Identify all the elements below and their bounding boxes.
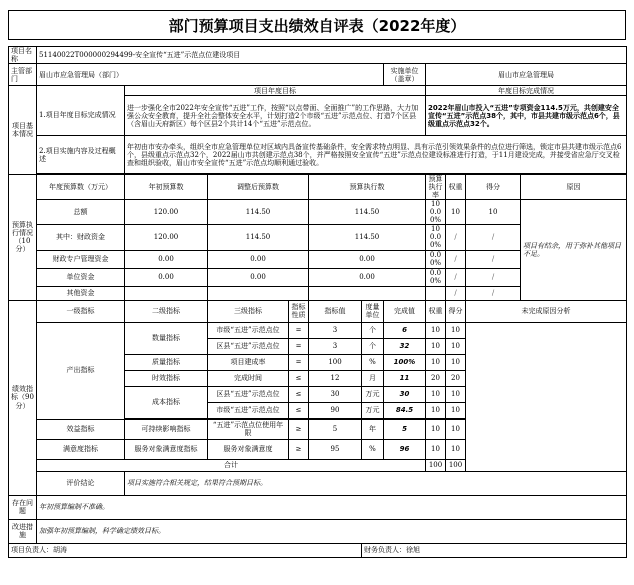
budget-header-reason: 原因 <box>521 175 627 200</box>
nature: = <box>289 354 309 370</box>
finance-lead-name: 徐旭 <box>406 545 420 554</box>
budget-executed: 0.00 <box>309 268 426 286</box>
level3: 市级“五进”示范点位 <box>208 402 289 418</box>
budget-rate: 100.00% <box>426 200 446 225</box>
perf-header-reason: 未完成原因分析 <box>466 300 627 322</box>
level3: 完成时间 <box>208 370 289 386</box>
budget-header-year: 年度预算数（万元） <box>37 175 125 200</box>
conclusion-label: 评价结论 <box>37 471 125 495</box>
budget-reason: 项目有结余，用于弥补其他项目不足。 <box>521 200 627 300</box>
done: 32 <box>384 338 426 354</box>
unit: 月 <box>362 370 384 386</box>
nature: ≤ <box>289 370 309 386</box>
budget-row-label: 总额 <box>37 200 125 225</box>
weight: 10 <box>426 354 446 370</box>
goal-label: 1.项目年度目标完成情况 <box>37 96 125 136</box>
weight: 10 <box>426 419 446 439</box>
page-title: 部门预算项目支出绩效自评表（2022年度） <box>8 10 626 40</box>
budget-row-label: 其中：财政资金 <box>37 225 125 250</box>
budget-score: 10 <box>466 200 521 225</box>
level1-output: 产出指标 <box>37 322 125 419</box>
unit: 万元 <box>362 386 384 402</box>
value: 100 <box>309 354 362 370</box>
project-lead <box>9 543 362 557</box>
weight: 20 <box>426 370 446 386</box>
budget-weight: / <box>446 268 466 286</box>
level3: “五进”示范点位使用年限 <box>208 419 289 439</box>
done: 100% <box>384 354 426 370</box>
budget-executed <box>309 286 426 300</box>
score: 10 <box>446 354 466 370</box>
unit: % <box>362 439 384 459</box>
budget-weight: / <box>446 286 466 300</box>
budget-adjusted: 114.50 <box>208 200 309 225</box>
score: 10 <box>446 386 466 402</box>
budget-header-weight: 权重 <box>446 175 466 200</box>
budget-initial: 120.00 <box>125 200 208 225</box>
unit: 年 <box>362 419 384 439</box>
total-weight: 100 <box>426 459 446 471</box>
project-name: 51140022T000000294499-安全宣传“五进”示范点位建设项目 <box>37 47 627 64</box>
level1-benefit: 效益指标 <box>37 419 125 439</box>
budget-header-score: 得分 <box>466 175 521 200</box>
level2-cost: 成本指标 <box>125 386 208 418</box>
department: 眉山市应急管理局（部门） <box>37 64 384 86</box>
budget-initial: 0.00 <box>125 250 208 268</box>
perf-header-nature: 指标性质 <box>289 300 309 322</box>
perf-header-level3: 三级指标 <box>208 300 289 322</box>
level2-sustainable: 可持续影响指标 <box>125 419 208 439</box>
score: 10 <box>446 419 466 439</box>
department-label: 主管部门 <box>9 64 37 86</box>
budget-row-label: 单位资金 <box>37 268 125 286</box>
annual-goal-header: 项目年度目标 <box>125 86 426 96</box>
perf-header-level1: 一级指标 <box>37 300 125 322</box>
perf-header-weight: 权重 <box>426 300 446 322</box>
finance-lead-label: 财务负责人： <box>364 545 406 554</box>
budget-initial <box>125 286 208 300</box>
goal-text: 进一步强化全市2022年安全宣传“五进”工作，按照“以点带面、全面推广”的工作思路，大力加强公众安全教育，提升全社会整体安全水平，计划打造2个市级“五进”示范点位、打造7个区县（含眉山天府新区）每个区县2个共计14个“五进”示范点位。 <box>125 96 426 136</box>
project-name-label: 项目名称 <box>9 47 37 64</box>
nature: ≤ <box>289 402 309 418</box>
reason-analysis <box>466 322 627 471</box>
score: 10 <box>446 402 466 418</box>
budget-rate: 0.00% <box>426 250 446 268</box>
done: 5 <box>384 419 426 439</box>
level3: 区县“五进”示范点位 <box>208 338 289 354</box>
implementing-unit-label: 实施单位（盖章） <box>384 64 426 86</box>
budget-header-adjusted: 调整后预算数 <box>208 175 309 200</box>
problem-label: 存在问题 <box>9 495 37 519</box>
budget-row <box>9 200 627 225</box>
total-label: 合计 <box>37 459 426 471</box>
value: 3 <box>309 338 362 354</box>
perf-header-score: 得分 <box>446 300 466 322</box>
level3: 市级“五进”示范点位 <box>208 322 289 338</box>
implementation-text: 年初由市安办牵头，组织全市应急管理单位对区域内具备宣传基础条件，安全需求特点明显、具有示范引领效果条件的点位进行筛选，锁定市县共建市级示范点6个，县级重点示范点32个，2022届山市共创建示范点38个，并严格按照安全宣传“五进”示范点位建设标准进行打造，于11月建设完成，并接受省应急厅交叉检查和组织验收，眉山市安全宣传“五进”示范点均顺利通过验收。 <box>125 136 627 174</box>
budget-adjusted: 114.50 <box>208 225 309 250</box>
budget-executed: 114.50 <box>309 225 426 250</box>
budget-rate <box>426 286 446 300</box>
unit: 个 <box>362 322 384 338</box>
problem: 年初预算编制不准确。 <box>37 495 627 519</box>
level2-quantity: 数量指标 <box>125 322 208 354</box>
budget-weight: / <box>446 250 466 268</box>
level2-service-satisfaction: 服务对象满意度指标 <box>125 439 208 459</box>
budget-adjusted <box>208 286 309 300</box>
score: 10 <box>446 322 466 338</box>
nature: ≥ <box>289 439 309 459</box>
budget-score: / <box>466 268 521 286</box>
done: 6 <box>384 322 426 338</box>
unit: 万元 <box>362 402 384 418</box>
score: 10 <box>446 338 466 354</box>
perf-header-done: 完成值 <box>384 300 426 322</box>
budget-score: / <box>466 250 521 268</box>
value: 3 <box>309 322 362 338</box>
project-lead-name: 胡涛 <box>53 545 67 554</box>
implementation-label: 2.项目实施内容及过程概述 <box>37 136 125 174</box>
budget-weight: / <box>446 225 466 250</box>
budget-header-rate: 预算执行率 <box>426 175 446 200</box>
level3: 服务对象满意度 <box>208 439 289 459</box>
weight: 10 <box>426 402 446 418</box>
nature: = <box>289 338 309 354</box>
completion-header: 年度目标完成情况 <box>426 86 627 96</box>
value: 5 <box>309 419 362 439</box>
basic-section-label: 项目基本情况 <box>9 86 37 175</box>
budget-row-label: 财政专户管理资金 <box>37 250 125 268</box>
budget-executed: 0.00 <box>309 250 426 268</box>
weight: 10 <box>426 338 446 354</box>
perf-header-level2: 二级指标 <box>125 300 208 322</box>
budget-section-label: 预算执行情况（10分） <box>9 175 37 300</box>
done: 84.5 <box>384 402 426 418</box>
measure-label: 改进措施 <box>9 519 37 543</box>
weight: 10 <box>426 386 446 402</box>
budget-header-initial: 年初预算数 <box>125 175 208 200</box>
value: 30 <box>309 386 362 402</box>
level3: 项目建成率 <box>208 354 289 370</box>
conclusion: 项目实施符合相关规定，结果符合预期目标。 <box>125 471 627 495</box>
budget-adjusted: 0.00 <box>208 250 309 268</box>
evaluation-table <box>8 46 627 558</box>
performance-section-label: 绩效指标（90分） <box>9 300 37 495</box>
finance-lead <box>362 543 627 557</box>
done: 30 <box>384 386 426 402</box>
done: 11 <box>384 370 426 386</box>
score: 10 <box>446 439 466 459</box>
value: 95 <box>309 439 362 459</box>
score: 20 <box>446 370 466 386</box>
measure: 加强年初预算编制，科学确定绩效目标。 <box>37 519 627 543</box>
budget-rate: 100.00% <box>426 225 446 250</box>
budget-row-label: 其他资金 <box>37 286 125 300</box>
perf-header-unit: 度量单位 <box>362 300 384 322</box>
nature: ≤ <box>289 386 309 402</box>
level1-satisfaction: 满意度指标 <box>37 439 125 459</box>
basic-header-spacer <box>37 86 125 96</box>
value: 90 <box>309 402 362 418</box>
weight: 10 <box>426 439 446 459</box>
budget-weight: 10 <box>446 200 466 225</box>
indicator-row <box>9 322 627 338</box>
weight: 10 <box>426 322 446 338</box>
budget-header-executed: 预算执行数 <box>309 175 426 200</box>
project-lead-label: 项目负责人： <box>11 545 53 554</box>
budget-executed: 114.50 <box>309 200 426 225</box>
level2-quality: 质量指标 <box>125 354 208 370</box>
done: 96 <box>384 439 426 459</box>
total-score: 100 <box>446 459 466 471</box>
implementing-unit: 眉山市应急管理局 <box>426 64 627 86</box>
budget-score: / <box>466 225 521 250</box>
value: 12 <box>309 370 362 386</box>
unit: % <box>362 354 384 370</box>
nature: ≥ <box>289 419 309 439</box>
unit: 个 <box>362 338 384 354</box>
budget-initial: 0.00 <box>125 268 208 286</box>
budget-rate: 0.00% <box>426 268 446 286</box>
perf-header-value: 指标值 <box>309 300 362 322</box>
completion-text: 2022年眉山市投入“五进”专项资金114.5万元，共创建安全宣传“五进”示范点38个，其中，市县共建市级示范点6个，县级重点示范点32个。 <box>426 96 627 136</box>
budget-score: / <box>466 286 521 300</box>
level2-timeliness: 时效指标 <box>125 370 208 386</box>
level3: 区县“五进”示范点位 <box>208 386 289 402</box>
budget-initial: 120.00 <box>125 225 208 250</box>
budget-adjusted: 0.00 <box>208 268 309 286</box>
nature: = <box>289 322 309 338</box>
